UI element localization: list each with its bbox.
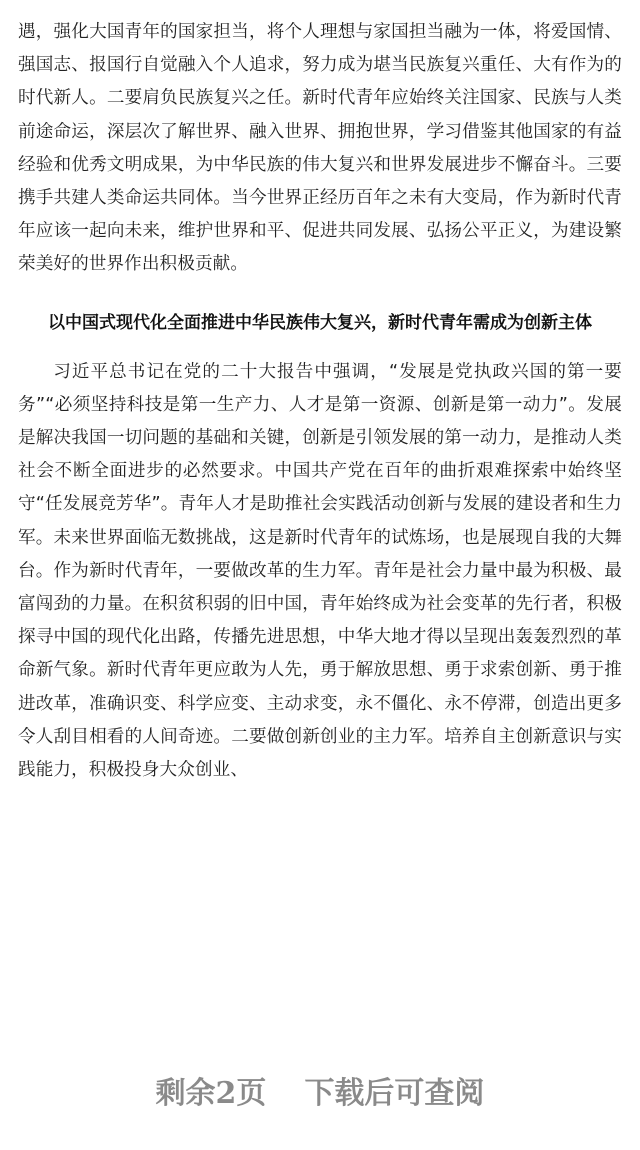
- paragraph: 习近平总书记在党的二十大报告中强调，“发展是党执政兴国的第一要务”“必须坚持科技是第一生产力、人才是第一资源、创新是第一动力”。发展是解决我国一切问题的基础和关键，创新是引领发展的第一动力，是推动人类社会不断全面进步的必然要求。中国共产党在百年的曲折艰难探索中始终坚守“任发展竞芳华”。青年人才是助推社会实践活动创新与发展的建设者和生力军。未来世界面临无数挑战，这是新时代青年的试炼场，也是展现自我的大舞台。作为新时代青年，一要做改革的生力军。青年是社会力量中最为积极、最富闯劲的力量。在积贫积弱的旧中国，青年始终成为社会变革的先行者，积极探寻中国的现代化出路，传播先进思想，中华大地才得以呈现出轰轰烈烈的革命新气象。新时代青年更应敢为人先，勇于解放思想、勇于求索创新、勇于推进改革，准确识变、科学应变、主动求变，永不僵化、永不停滞，创造出更多令人刮目相看的人间奇迹。二要做创新创业的主力军。培养自主创新意识与实践能力，积极投身大众创业、: [18, 361, 622, 781]
- remaining-pages-label[interactable]: 剩余2页: [155, 1076, 267, 1111]
- download-to-read-label[interactable]: 下载后可查阅: [304, 1076, 485, 1111]
- download-banner[interactable]: [0, 1068, 640, 1112]
- section-heading: 以中国式现代化全面推进中华民族伟大复兴，新时代青年需成为创新主体: [48, 312, 592, 333]
- paragraph-continued: 遇，强化大国青年的国家担当，将个人理想与家国担当融为一体，将爱国情、强国志、报国行自觉融入个人追求，努力成为堪当民族复兴重任、大有作为的时代新人。二要肩负民族复兴之任。新时代青年应始终关注国家、民族与人类前途命运，深层次了解世界、融入世界、拥抱世界，学习借鉴其他国家的有益经验和优秀文明成果，为中华民族的伟大复兴和世界发展进步不懈奋斗。三要携手共建人类命运共同体。当今世界正经历百年之未有大变局，作为新时代青年应该一起向未来，维护世界和平、促进共同发展、弘扬公平正义，为建设繁荣美好的世界作出积极贡献。: [18, 22, 622, 275]
